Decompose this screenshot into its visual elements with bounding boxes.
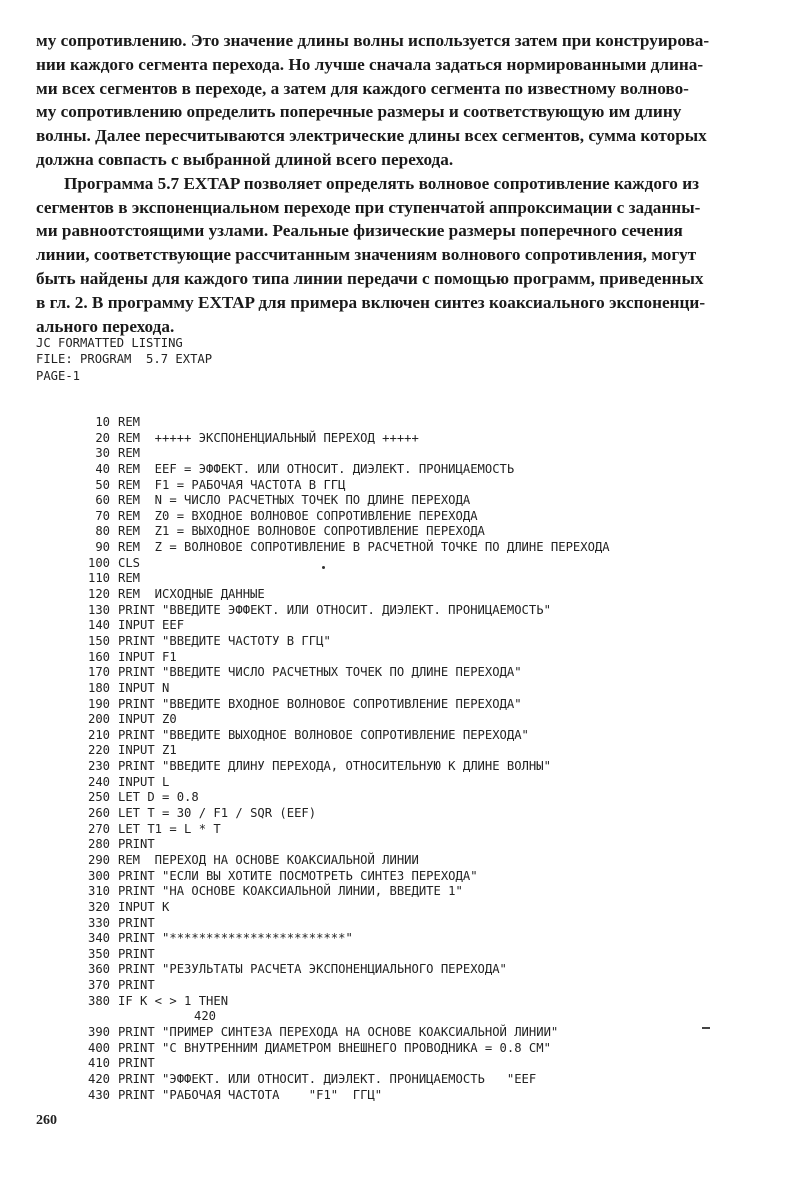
code-statement: REM Z1 = ВЫХОДНОЕ ВОЛНОВОЕ СОПРОТИВЛЕНИЕ ПЕРЕХОДА: [118, 524, 485, 539]
line-number: 60: [95, 493, 110, 508]
listing-row: [74, 697, 774, 713]
code-statement: PRINT "ВВЕДИТЕ ЧИСЛО РАСЧЕТНЫХ ТОЧЕК ПО ДЛИНЕ ПЕРЕХОДА": [118, 665, 522, 680]
listing-row: [74, 806, 774, 822]
listing-row: [74, 790, 774, 806]
listing-row: [74, 493, 774, 509]
listing-header: [36, 335, 212, 384]
code-statement: PRINT "ВВЕДИТЕ ДЛИНУ ПЕРЕХОДА, ОТНОСИТЕЛЬНУЮ К ДЛИНЕ ВОЛНЫ": [118, 759, 551, 774]
listing-row: [74, 1088, 774, 1104]
listing-row: [74, 931, 774, 947]
line-number: 260: [87, 806, 110, 821]
listing-row: [74, 509, 774, 525]
code-statement: PRINT "ВВЕДИТЕ ЭФФЕКТ. ИЛИ ОТНОСИТ. ДИЭЛЕКТ. ПРОНИЦАЕМОСТЬ": [118, 602, 551, 617]
code-statement: REM: [118, 571, 141, 586]
line-number: 270: [87, 821, 110, 836]
listing-row: [74, 1041, 774, 1057]
code-statement: REM N = ЧИСЛО РАСЧЕТНЫХ ТОЧЕК ПО ДЛИНЕ ПЕРЕХОДА: [118, 493, 471, 508]
listing-row: [74, 853, 774, 869]
line-number: 300: [87, 868, 110, 883]
line-number: 100: [87, 555, 110, 570]
listing-row: [74, 775, 774, 791]
text-line: должна совпасть с выбранной длиной всего перехода.: [36, 149, 454, 169]
listing-row: [74, 681, 774, 697]
listing-row: [74, 916, 774, 932]
listing-row: [74, 618, 774, 634]
line-number: 370: [87, 978, 110, 993]
line-number: 200: [87, 712, 110, 727]
line-number: 10: [95, 415, 110, 429]
listing-row: [74, 665, 774, 681]
listing-header-line: JC FORMATTED LISTING: [36, 336, 183, 350]
line-number: 180: [87, 680, 110, 695]
listing-header-line: PAGE-1: [36, 368, 81, 383]
code-statement: IF K < > 1 THEN: [118, 993, 229, 1008]
line-number: 230: [87, 759, 110, 774]
listing-row: [74, 869, 774, 885]
code-statement: PRINT: [118, 837, 155, 852]
listing-row: [74, 759, 774, 775]
code-statement: PRINT "ЕСЛИ ВЫ ХОТИТЕ ПОСМОТРЕТЬ СИНТЕЗ ПЕРЕХОДА": [118, 868, 478, 883]
code-statement: PRINT "РЕЗУЛЬТАТЫ РАСЧЕТА ЭКСПОНЕНЦИАЛЬНОГО ПЕРЕХОДА": [118, 962, 507, 977]
listing-row: [74, 1009, 774, 1025]
listing-row: [74, 431, 774, 447]
listing-row: [74, 603, 774, 619]
line-number: 390: [87, 1024, 110, 1039]
code-statement: REM Z0 = ВХОДНОЕ ВОЛНОВОЕ СОПРОТИВЛЕНИЕ ПЕРЕХОДА: [118, 508, 478, 523]
code-statement: PRINT "ЭФФЕКТ. ИЛИ ОТНОСИТ. ДИЭЛЕКТ. ПРОНИЦАЕМОСТЬ "EEF: [118, 1071, 537, 1086]
listing-row: [74, 634, 774, 650]
code-statement: REM F1 = РАБОЧАЯ ЧАСТОТА В ГГЦ: [118, 477, 346, 492]
code-statement: REM ИСХОДНЫЕ ДАННЫЕ: [118, 587, 265, 602]
line-number: 190: [87, 696, 110, 711]
text-line: ми всех сегментов в переходе, а затем для каждого сегмента по известному волново-: [36, 78, 689, 98]
body-text: [36, 29, 756, 338]
text-line: нии каждого сегмента перехода. Но лучше сначала задаться нормированными длина-: [36, 54, 704, 74]
listing-row: [74, 884, 774, 900]
code-statement: PRINT "ВВЕДИТЕ ЧАСТОТУ В ГГЦ": [118, 633, 331, 648]
code-statement: INPUT K: [118, 899, 170, 914]
text-line: сегментов в экспоненциальном переходе при ступенчатой аппроксимации с заданны-: [36, 197, 701, 217]
code-statement: PRINT: [118, 946, 155, 961]
line-number: 150: [87, 633, 110, 648]
line-number: 360: [87, 962, 110, 977]
page-number: 260: [36, 1113, 57, 1128]
listing-row: [74, 462, 774, 478]
listing-row: [74, 1025, 774, 1041]
text-line: Программа 5.7 EXTAP позволяет определять волновое сопротивление каждого из: [64, 173, 700, 193]
line-number: 280: [87, 837, 110, 852]
text-line: ми равноотстоящими узлами. Реальные физические размеры поперечного сечения: [36, 221, 683, 241]
line-number: 250: [87, 790, 110, 805]
code-statement: LET T = 30 / F1 / SQR (EEF): [118, 806, 317, 821]
code-statement: INPUT Z1: [118, 743, 177, 758]
listing-row: [74, 571, 774, 587]
listing-row: [74, 837, 774, 853]
line-number: 110: [87, 571, 110, 586]
listing-row: [74, 994, 774, 1010]
line-number: 350: [87, 946, 110, 961]
listing-row: [74, 556, 774, 572]
code-statement: REM +++++ ЭКСПОНЕНЦИАЛЬНЫЙ ПЕРЕХОД +++++: [118, 430, 419, 445]
code-statement: REM: [118, 415, 141, 429]
code-statement: PRINT "ПРИМЕР СИНТЕЗА ПЕРЕХОДА НА ОСНОВЕ КОАКСИАЛЬНОЙ ЛИНИИ": [118, 1024, 559, 1039]
line-number: 410: [87, 1056, 110, 1071]
listing-row: [74, 650, 774, 666]
listing-row: [74, 978, 774, 994]
code-statement: PRINT "НА ОСНОВЕ КОАКСИАЛЬНОЙ ЛИНИИ, ВВЕДИТЕ 1": [118, 884, 463, 899]
code-statement: REM: [118, 446, 141, 461]
code-statement: LET T1 = L * T: [118, 821, 221, 836]
text-line: му сопротивлению определить поперечные размеры и соответствующую им длину: [36, 102, 682, 122]
listing-row: [74, 728, 774, 744]
code-statement: INPUT N: [118, 680, 170, 695]
code-statement: REM EEF = ЭФФЕКТ. ИЛИ ОТНОСИТ. ДИЭЛЕКТ. ПРОНИЦАЕМОСТЬ: [118, 461, 515, 476]
line-number: 90: [95, 540, 110, 555]
listing-row: [74, 743, 774, 759]
code-statement: PRINT: [118, 1056, 155, 1071]
line-number: 220: [87, 743, 110, 758]
listing-row: [74, 415, 774, 431]
listing-row: [74, 587, 774, 603]
line-number: 20: [95, 430, 110, 445]
listing-row: [74, 712, 774, 728]
line-number: 40: [95, 461, 110, 476]
code-statement: PRINT "************************": [118, 931, 353, 946]
line-number: 210: [87, 727, 110, 742]
listing-row: [74, 947, 774, 963]
code-statement: REM ПЕРЕХОД НА ОСНОВЕ КОАКСИАЛЬНОЙ ЛИНИИ: [118, 852, 419, 867]
listing-row: [74, 822, 774, 838]
code-statement: INPUT Z0: [118, 712, 177, 727]
text-line: волны. Далее пересчитываются электрические длины всех сегментов, сумма которых: [36, 126, 707, 146]
code-statement: PRINT: [118, 915, 155, 930]
code-statement: INPUT EEF: [118, 618, 185, 633]
code-statement: PRINT "РАБОЧАЯ ЧАСТОТА "F1" ГГЦ": [118, 1087, 383, 1102]
line-number: 310: [87, 884, 110, 899]
line-number: [74, 1009, 110, 1025]
line-number: 120: [87, 587, 110, 602]
code-statement: INPUT L: [118, 774, 170, 789]
code-statement: CLS: [118, 555, 141, 570]
line-number: 130: [87, 602, 110, 617]
code-statement: PRINT: [118, 978, 155, 993]
print-speck: [322, 566, 325, 569]
line-number: 160: [87, 649, 110, 664]
code-statement: LET D = 0.8: [118, 790, 199, 805]
line-number: 320: [87, 899, 110, 914]
listing-row: [74, 1056, 774, 1072]
listing-row: [74, 478, 774, 494]
code-statement: 420: [194, 1009, 217, 1024]
listing-row: [74, 524, 774, 540]
line-number: 340: [87, 931, 110, 946]
line-number: 140: [87, 618, 110, 633]
code-statement: REM Z = ВОЛНОВОЕ СОПРОТИВЛЕНИЕ В РАСЧЕТНОЙ ТОЧКЕ ПО ДЛИНЕ ПЕРЕХОДА: [118, 540, 610, 555]
line-number: 30: [95, 446, 110, 461]
code-statement: PRINT "ВВЕДИТЕ ВЫХОДНОЕ ВОЛНОВОЕ СОПРОТИВЛЕНИЕ ПЕРЕХОДА": [118, 727, 529, 742]
code-statement: PRINT "ВВЕДИТЕ ВХОДНОЕ ВОЛНОВОЕ СОПРОТИВЛЕНИЕ ПЕРЕХОДА": [118, 696, 522, 711]
line-number: 400: [87, 1040, 110, 1055]
text-line: быть найдены для каждого типа линии передачи с помощью программ, приведенных: [36, 268, 704, 288]
line-number: 430: [87, 1087, 110, 1102]
listing-row: [74, 446, 774, 462]
text-line: в гл. 2. В программу EXTAP для примера включен синтез коаксиального экспоненци-: [36, 292, 706, 312]
code-statement: INPUT F1: [118, 649, 177, 664]
text-line: линии, соответствующие рассчитанным значениям волнового сопротивления, могут: [36, 245, 697, 265]
print-mark: [702, 1027, 710, 1029]
listing-header-line: FILE: PROGRAM 5.7 EXTAP: [36, 352, 213, 367]
line-number: 50: [95, 477, 110, 492]
line-number: 240: [87, 774, 110, 789]
code-statement: PRINT "С ВНУТРЕННИМ ДИАМЕТРОМ ВНЕШНЕГО ПРОВОДНИКА = 0.8 СМ": [118, 1040, 551, 1055]
line-number: 330: [87, 915, 110, 930]
program-listing: [74, 415, 774, 1103]
line-number: 80: [95, 524, 110, 539]
listing-row: [74, 540, 774, 556]
line-number: 290: [87, 852, 110, 867]
paragraph-1: [36, 29, 756, 172]
listing-row: [74, 962, 774, 978]
line-number: 420: [87, 1071, 110, 1086]
listing-row: [74, 900, 774, 916]
listing-row: [74, 1072, 774, 1088]
text-line: му сопротивлению. Это значение длины волны используется затем при конструирова-: [36, 31, 710, 50]
paragraph-2: [36, 172, 756, 339]
line-number: 380: [87, 993, 110, 1008]
line-number: 70: [95, 508, 110, 523]
text-line: ального перехода.: [36, 316, 175, 336]
line-number: 170: [87, 665, 110, 680]
